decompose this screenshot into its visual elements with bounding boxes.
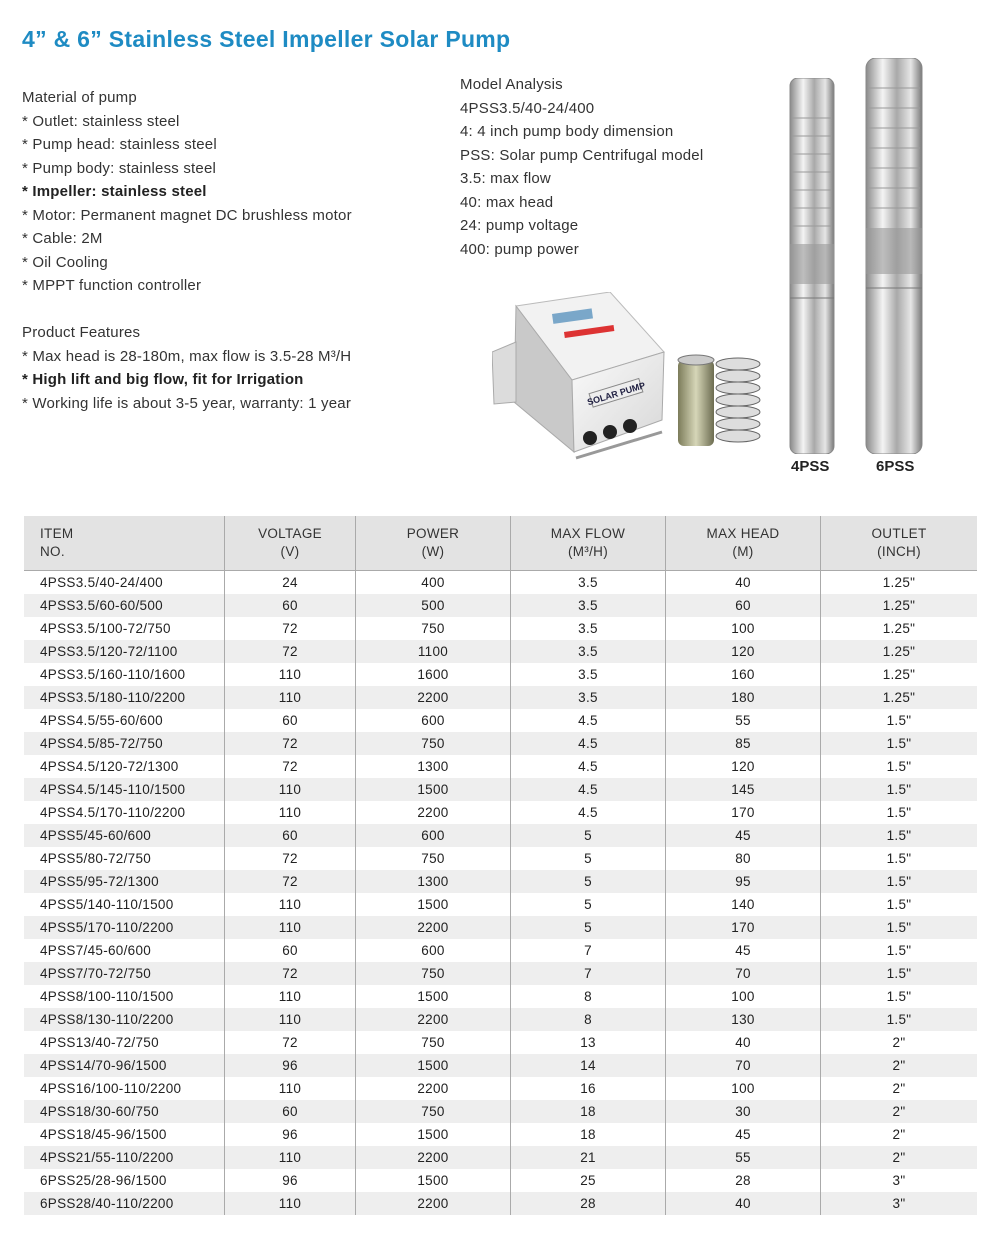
table-row (24, 617, 977, 640)
table-cell: 60 (225, 709, 356, 732)
table-cell: 130 (666, 1008, 821, 1031)
model-analysis-line: 3.5: max flow (460, 170, 551, 187)
model-analysis-line: 24: pump voltage (460, 217, 579, 234)
table-cell: 750 (356, 617, 511, 640)
table-cell: 4PSS4.5/145-110/1500 (24, 778, 225, 801)
table-header-text: (W) (421, 544, 445, 559)
table-row (24, 663, 977, 686)
table-cell: 3.5 (511, 663, 666, 686)
table-cell: 14 (511, 1054, 666, 1077)
table-cell: 4.5 (511, 709, 666, 732)
table-cell: 55 (666, 1146, 821, 1169)
table-cell: 55 (666, 709, 821, 732)
table-cell: 25 (511, 1169, 666, 1192)
table-cell: 5 (511, 847, 666, 870)
table-cell: 3.5 (511, 571, 666, 594)
table-cell: 4.5 (511, 755, 666, 778)
table-cell: 4.5 (511, 778, 666, 801)
table-cell: 600 (356, 824, 511, 847)
table-row (24, 571, 977, 594)
impeller-stack-image (676, 352, 766, 452)
table-cell: 72 (225, 847, 356, 870)
table-cell: 120 (666, 755, 821, 778)
table-cell: 7 (511, 939, 666, 962)
table-cell: 5 (511, 824, 666, 847)
table-cell: 4PSS4.5/120-72/1300 (24, 755, 225, 778)
table-header-cell (225, 516, 356, 570)
table-header-text: OUTLET (871, 526, 927, 541)
table-cell: 72 (225, 870, 356, 893)
table-cell: 60 (666, 594, 821, 617)
material-item: * Pump body: stainless steel (22, 159, 217, 177)
table-cell: 2" (892, 1150, 906, 1165)
table-cell: 6PSS28/40-110/2200 (24, 1192, 225, 1215)
table-cell: 45 (666, 1123, 821, 1146)
table-header-text: (M³/H) (567, 544, 609, 559)
table-header-text: (V) (280, 544, 300, 559)
table-cell: 18 (511, 1123, 666, 1146)
table-header-text: MAX FLOW (550, 526, 626, 541)
table-cell: 4PSS5/80-72/750 (24, 847, 225, 870)
table-cell: 100 (666, 617, 821, 640)
table-cell: 40 (666, 1031, 821, 1054)
table-header-cell (24, 516, 225, 570)
table-cell: 1300 (356, 755, 511, 778)
table-cell: 96 (225, 1054, 356, 1077)
model-analysis-line: 400: pump power (460, 240, 579, 258)
table-cell: 170 (666, 916, 821, 939)
table-cell: 110 (225, 1192, 356, 1215)
table-header-text: MAX HEAD (706, 526, 780, 541)
feature-item: * Max head is 28-180m, max flow is 3.5-28 M³/H (22, 347, 352, 365)
material-item: * Pump head: stainless steel (22, 136, 217, 153)
table-cell: 400 (356, 571, 511, 594)
table-cell: 750 (356, 1031, 511, 1054)
table-cell: 500 (356, 594, 511, 617)
table-cell: 120 (666, 640, 821, 663)
table-cell: 1.25" (882, 575, 916, 590)
table-cell: 5 (511, 870, 666, 893)
table-cell: 750 (356, 732, 511, 755)
table-cell: 100 (666, 985, 821, 1008)
table-cell: 140 (666, 893, 821, 916)
table-cell: 1500 (356, 893, 511, 916)
table-header-text: (INCH) (877, 544, 921, 559)
table-header-cell (821, 516, 977, 570)
table-row (24, 1100, 977, 1123)
spec-table (24, 516, 977, 1215)
table-cell: 4PSS8/130-110/2200 (24, 1008, 225, 1031)
table-cell: 4.5 (511, 732, 666, 755)
material-item: * Motor: Permanent magnet DC brushless motor (22, 206, 352, 224)
table-row (24, 1123, 977, 1146)
feature-item: * Working life is about 3-5 year, warranty: 1 year (22, 394, 352, 412)
table-cell: 110 (225, 1146, 356, 1169)
table-cell: 1.5" (886, 713, 912, 728)
table-cell: 1500 (356, 1169, 511, 1192)
table-cell: 2200 (356, 1008, 511, 1031)
table-row (24, 594, 977, 617)
table-cell: 4PSS18/30-60/750 (24, 1100, 225, 1123)
table-row (24, 640, 977, 663)
table-cell: 85 (666, 732, 821, 755)
pump-6pss-label: 6PSS (876, 458, 915, 475)
table-cell: 3" (892, 1196, 906, 1211)
table-cell: 110 (225, 916, 356, 939)
pump-6pss-image (862, 58, 926, 454)
table-cell: 3" (892, 1173, 906, 1188)
table-header-text: ITEM (40, 526, 74, 541)
table-cell: 180 (666, 686, 821, 709)
table-cell: 8 (511, 1008, 666, 1031)
table-header-cell (356, 516, 511, 570)
table-cell: 110 (225, 1077, 356, 1100)
table-row (24, 847, 977, 870)
table-cell: 72 (225, 962, 356, 985)
controller-label: SOLAR PUMP (586, 380, 647, 408)
table-cell: 4PSS7/45-60/600 (24, 939, 225, 962)
table-cell: 95 (666, 870, 821, 893)
table-cell: 1.25" (882, 690, 916, 705)
model-analysis-line: 4PSS3.5/40-24/400 (460, 99, 595, 117)
page-title: 4” & 6” Stainless Steel Impeller Solar Pump (22, 26, 511, 52)
table-cell: 110 (225, 686, 356, 709)
table-cell: 2200 (356, 801, 511, 824)
table-row (24, 985, 977, 1008)
material-section (22, 86, 442, 415)
table-cell: 3.5 (511, 594, 666, 617)
table-cell: 6PSS25/28-96/1500 (24, 1169, 225, 1192)
table-cell: 2" (892, 1035, 906, 1050)
model-analysis-list (460, 97, 760, 262)
table-cell: 2200 (356, 1192, 511, 1215)
table-row (24, 732, 977, 755)
table-cell: 4PSS3.5/180-110/2200 (24, 686, 225, 709)
table-header-text: NO. (40, 544, 65, 559)
table-cell: 96 (225, 1123, 356, 1146)
table-cell: 1.5" (886, 828, 912, 843)
table-cell: 1.5" (886, 966, 912, 981)
table-cell: 4PSS14/70-96/1500 (24, 1054, 225, 1077)
model-analysis-heading: Model Analysis (460, 76, 563, 93)
material-item: * MPPT function controller (22, 277, 202, 294)
table-cell: 1600 (356, 663, 511, 686)
table-cell: 4PSS5/140-110/1500 (24, 893, 225, 916)
table-cell: 2200 (356, 916, 511, 939)
table-cell: 4PSS3.5/40-24/400 (24, 571, 225, 594)
table-row (24, 1008, 977, 1031)
table-cell: 4PSS7/70-72/750 (24, 962, 225, 985)
table-cell: 4PSS16/100-110/2200 (24, 1077, 225, 1100)
table-cell: 1.5" (886, 1012, 912, 1027)
model-analysis-section (460, 73, 760, 261)
table-row (24, 801, 977, 824)
table-cell: 28 (511, 1192, 666, 1215)
material-heading: Material of pump (22, 89, 137, 106)
pump-4pss-image (786, 78, 838, 454)
table-cell: 96 (225, 1169, 356, 1192)
table-header (24, 516, 977, 571)
table-cell: 110 (225, 985, 356, 1008)
table-cell: 1100 (356, 640, 511, 663)
table-cell: 1.5" (886, 943, 912, 958)
table-cell: 4.5 (511, 801, 666, 824)
table-cell: 1.5" (886, 920, 912, 935)
table-cell: 1.5" (886, 782, 912, 797)
table-cell: 1500 (356, 1123, 511, 1146)
table-cell: 28 (666, 1169, 821, 1192)
table-cell: 110 (225, 778, 356, 801)
table-header-text: VOLTAGE (258, 526, 322, 541)
table-cell: 60 (225, 824, 356, 847)
table-cell: 1.5" (886, 736, 912, 751)
table-header-text: (M) (732, 544, 754, 559)
table-cell: 4PSS8/100-110/1500 (24, 985, 225, 1008)
table-cell: 1.5" (886, 897, 912, 912)
table-cell: 60 (225, 939, 356, 962)
table-row (24, 1031, 977, 1054)
table-cell: 4PSS4.5/55-60/600 (24, 709, 225, 732)
material-item: * Oil Cooling (22, 253, 108, 271)
table-cell: 70 (666, 1054, 821, 1077)
table-cell: 4PSS5/95-72/1300 (24, 870, 225, 893)
table-row (24, 686, 977, 709)
model-analysis-line: 40: max head (460, 193, 554, 211)
table-cell: 5 (511, 893, 666, 916)
table-row (24, 1146, 977, 1169)
pump-4pss-label: 4PSS (791, 458, 830, 475)
table-cell: 1300 (356, 870, 511, 893)
table-cell: 1.25" (882, 667, 916, 682)
material-item: * Cable: 2M (22, 230, 103, 247)
material-list (22, 110, 442, 298)
table-cell: 100 (666, 1077, 821, 1100)
table-cell: 110 (225, 1008, 356, 1031)
table-body (24, 571, 977, 1215)
table-cell: 72 (225, 1031, 356, 1054)
table-cell: 1.5" (886, 759, 912, 774)
table-cell: 170 (666, 801, 821, 824)
table-cell: 145 (666, 778, 821, 801)
model-analysis-line: PSS: Solar pump Centrifugal model (460, 146, 704, 164)
table-cell: 1.5" (886, 805, 912, 820)
table-cell: 2" (892, 1058, 906, 1073)
table-cell: 4PSS4.5/170-110/2200 (24, 801, 225, 824)
feature-item: * High lift and big flow, fit for Irrigation (22, 371, 304, 388)
table-cell: 8 (511, 985, 666, 1008)
table-cell: 2" (892, 1127, 906, 1142)
table-cell: 4PSS5/170-110/2200 (24, 916, 225, 939)
table-cell: 1.5" (886, 851, 912, 866)
table-cell: 70 (666, 962, 821, 985)
table-cell: 4PSS5/45-60/600 (24, 824, 225, 847)
table-cell: 4PSS21/55-110/2200 (24, 1146, 225, 1169)
table-row (24, 709, 977, 732)
table-cell: 4PSS18/45-96/1500 (24, 1123, 225, 1146)
table-header-cell (666, 516, 821, 570)
table-row (24, 962, 977, 985)
table-cell: 1.5" (886, 874, 912, 889)
table-cell: 13 (511, 1031, 666, 1054)
table-cell: 2" (892, 1104, 906, 1119)
table-row (24, 1054, 977, 1077)
table-cell: 750 (356, 847, 511, 870)
solar-controller-image (492, 292, 668, 462)
table-cell: 110 (225, 893, 356, 916)
table-cell: 45 (666, 939, 821, 962)
table-cell: 60 (225, 594, 356, 617)
table-row (24, 1077, 977, 1100)
table-row (24, 824, 977, 847)
table-cell: 1.25" (882, 621, 916, 636)
table-cell: 110 (225, 801, 356, 824)
table-row (24, 870, 977, 893)
table-cell: 4PSS4.5/85-72/750 (24, 732, 225, 755)
table-row (24, 893, 977, 916)
table-cell: 1.5" (886, 989, 912, 1004)
table-cell: 60 (225, 1100, 356, 1123)
table-cell: 110 (225, 663, 356, 686)
table-cell: 40 (666, 571, 821, 594)
table-row (24, 1169, 977, 1192)
table-cell: 1.25" (882, 644, 916, 659)
table-cell: 7 (511, 962, 666, 985)
table-cell: 30 (666, 1100, 821, 1123)
table-cell: 45 (666, 824, 821, 847)
table-cell: 72 (225, 755, 356, 778)
table-cell: 18 (511, 1100, 666, 1123)
table-cell: 160 (666, 663, 821, 686)
table-header-text: POWER (406, 526, 460, 541)
table-cell: 2200 (356, 1146, 511, 1169)
table-cell: 1.25" (882, 598, 916, 613)
table-cell: 3.5 (511, 686, 666, 709)
table-cell: 72 (225, 617, 356, 640)
table-cell: 4PSS13/40-72/750 (24, 1031, 225, 1054)
table-row (24, 755, 977, 778)
table-cell: 2" (892, 1081, 906, 1096)
table-row (24, 939, 977, 962)
table-cell: 21 (511, 1146, 666, 1169)
model-analysis-line: 4: 4 inch pump body dimension (460, 123, 674, 140)
table-cell: 5 (511, 916, 666, 939)
features-heading: Product Features (22, 324, 141, 341)
table-cell: 4PSS3.5/120-72/1100 (24, 640, 225, 663)
table-row (24, 778, 977, 801)
table-cell: 40 (666, 1192, 821, 1215)
material-item: * Impeller: stainless steel (22, 183, 207, 200)
table-cell: 2200 (356, 686, 511, 709)
table-cell: 4PSS3.5/100-72/750 (24, 617, 225, 640)
table-cell: 2200 (356, 1077, 511, 1100)
material-item: * Outlet: stainless steel (22, 112, 180, 130)
table-cell: 750 (356, 1100, 511, 1123)
table-header-cell (511, 516, 666, 570)
table-cell: 1500 (356, 778, 511, 801)
table-cell: 80 (666, 847, 821, 870)
table-cell: 600 (356, 939, 511, 962)
table-cell: 24 (225, 571, 356, 594)
table-cell: 16 (511, 1077, 666, 1100)
table-cell: 1500 (356, 1054, 511, 1077)
table-cell: 750 (356, 962, 511, 985)
table-cell: 4PSS3.5/60-60/500 (24, 594, 225, 617)
table-cell: 4PSS3.5/160-110/1600 (24, 663, 225, 686)
table-cell: 3.5 (511, 640, 666, 663)
table-cell: 3.5 (511, 617, 666, 640)
table-cell: 1500 (356, 985, 511, 1008)
table-row (24, 916, 977, 939)
table-row (24, 1192, 977, 1215)
table-cell: 72 (225, 732, 356, 755)
table-cell: 72 (225, 640, 356, 663)
features-list (22, 345, 442, 416)
table-cell: 600 (356, 709, 511, 732)
